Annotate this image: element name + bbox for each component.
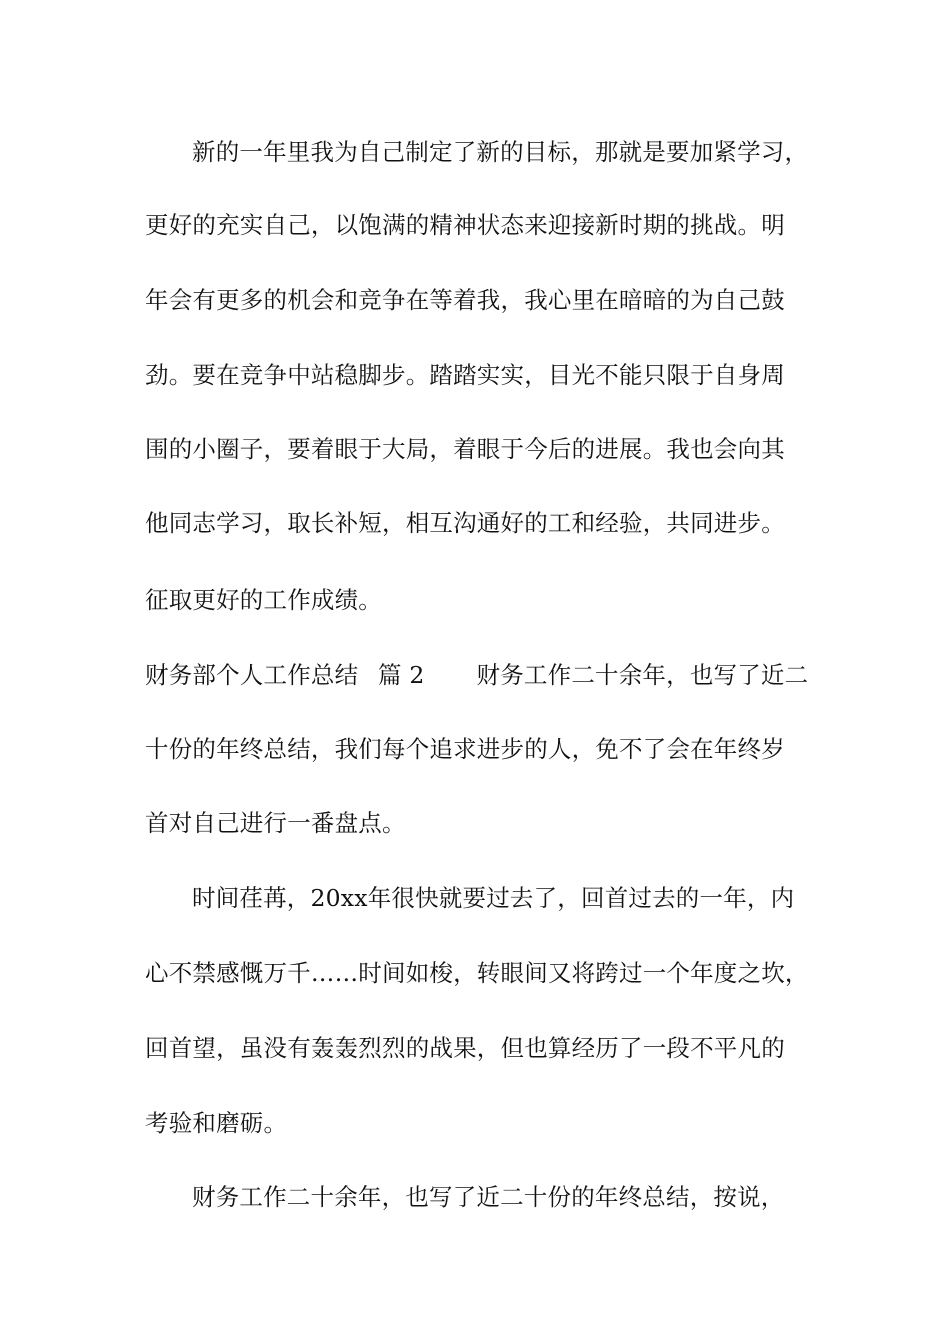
paragraph-line: 十份的年终总结，我们每个追求进步的人，免不了会在年终岁 [145,735,785,763]
paragraph-line: 劲。要在竞争中站稳脚步。踏踏实实，目光不能只限于自身周 [145,361,785,389]
section-heading-line [145,660,808,690]
paragraph-line: 心不禁感慨万千……时间如梭，转眼间又将跨过一个年度之坎， [145,959,809,987]
paragraph-line: 更好的充实自己，以饱满的精神状态来迎接新时期的挑战。明 [145,211,785,239]
paragraph-line: 新的一年里我为自己制定了新的目标，那就是要加紧学习， [192,138,809,166]
paragraph-line: 考验和磨砺。 [145,1109,288,1137]
section-label: 篇 2 [377,661,425,689]
paragraph-line: 年会有更多的机会和竞争在等着我，我心里在暗暗的为自己鼓 [145,286,785,314]
paragraph-line: 他同志学习，取长补短，相互沟通好的工和经验，共同进步。 [145,509,785,537]
paragraph-line: 围的小圈子，要着眼于大局，着眼于今后的进展。我也会向其 [145,435,785,463]
section-title: 财务部个人工作总结 [145,661,359,689]
paragraph-line: 时间荏苒，20xx年很快就要过去了，回首过去的一年，内 [192,884,795,912]
section-text: 财务工作二十余年，也写了近二 [476,661,809,689]
paragraph-line: 征取更好的工作成绩。 [145,586,382,614]
paragraph-line: 回首望，虽没有轰轰烈烈的战果，但也算经历了一段不平凡的 [145,1034,785,1062]
paragraph-line: 财务工作二十余年，也写了近二十份的年终总结，按说， [192,1183,785,1211]
paragraph-line: 首对自己进行一番盘点。 [145,809,406,837]
